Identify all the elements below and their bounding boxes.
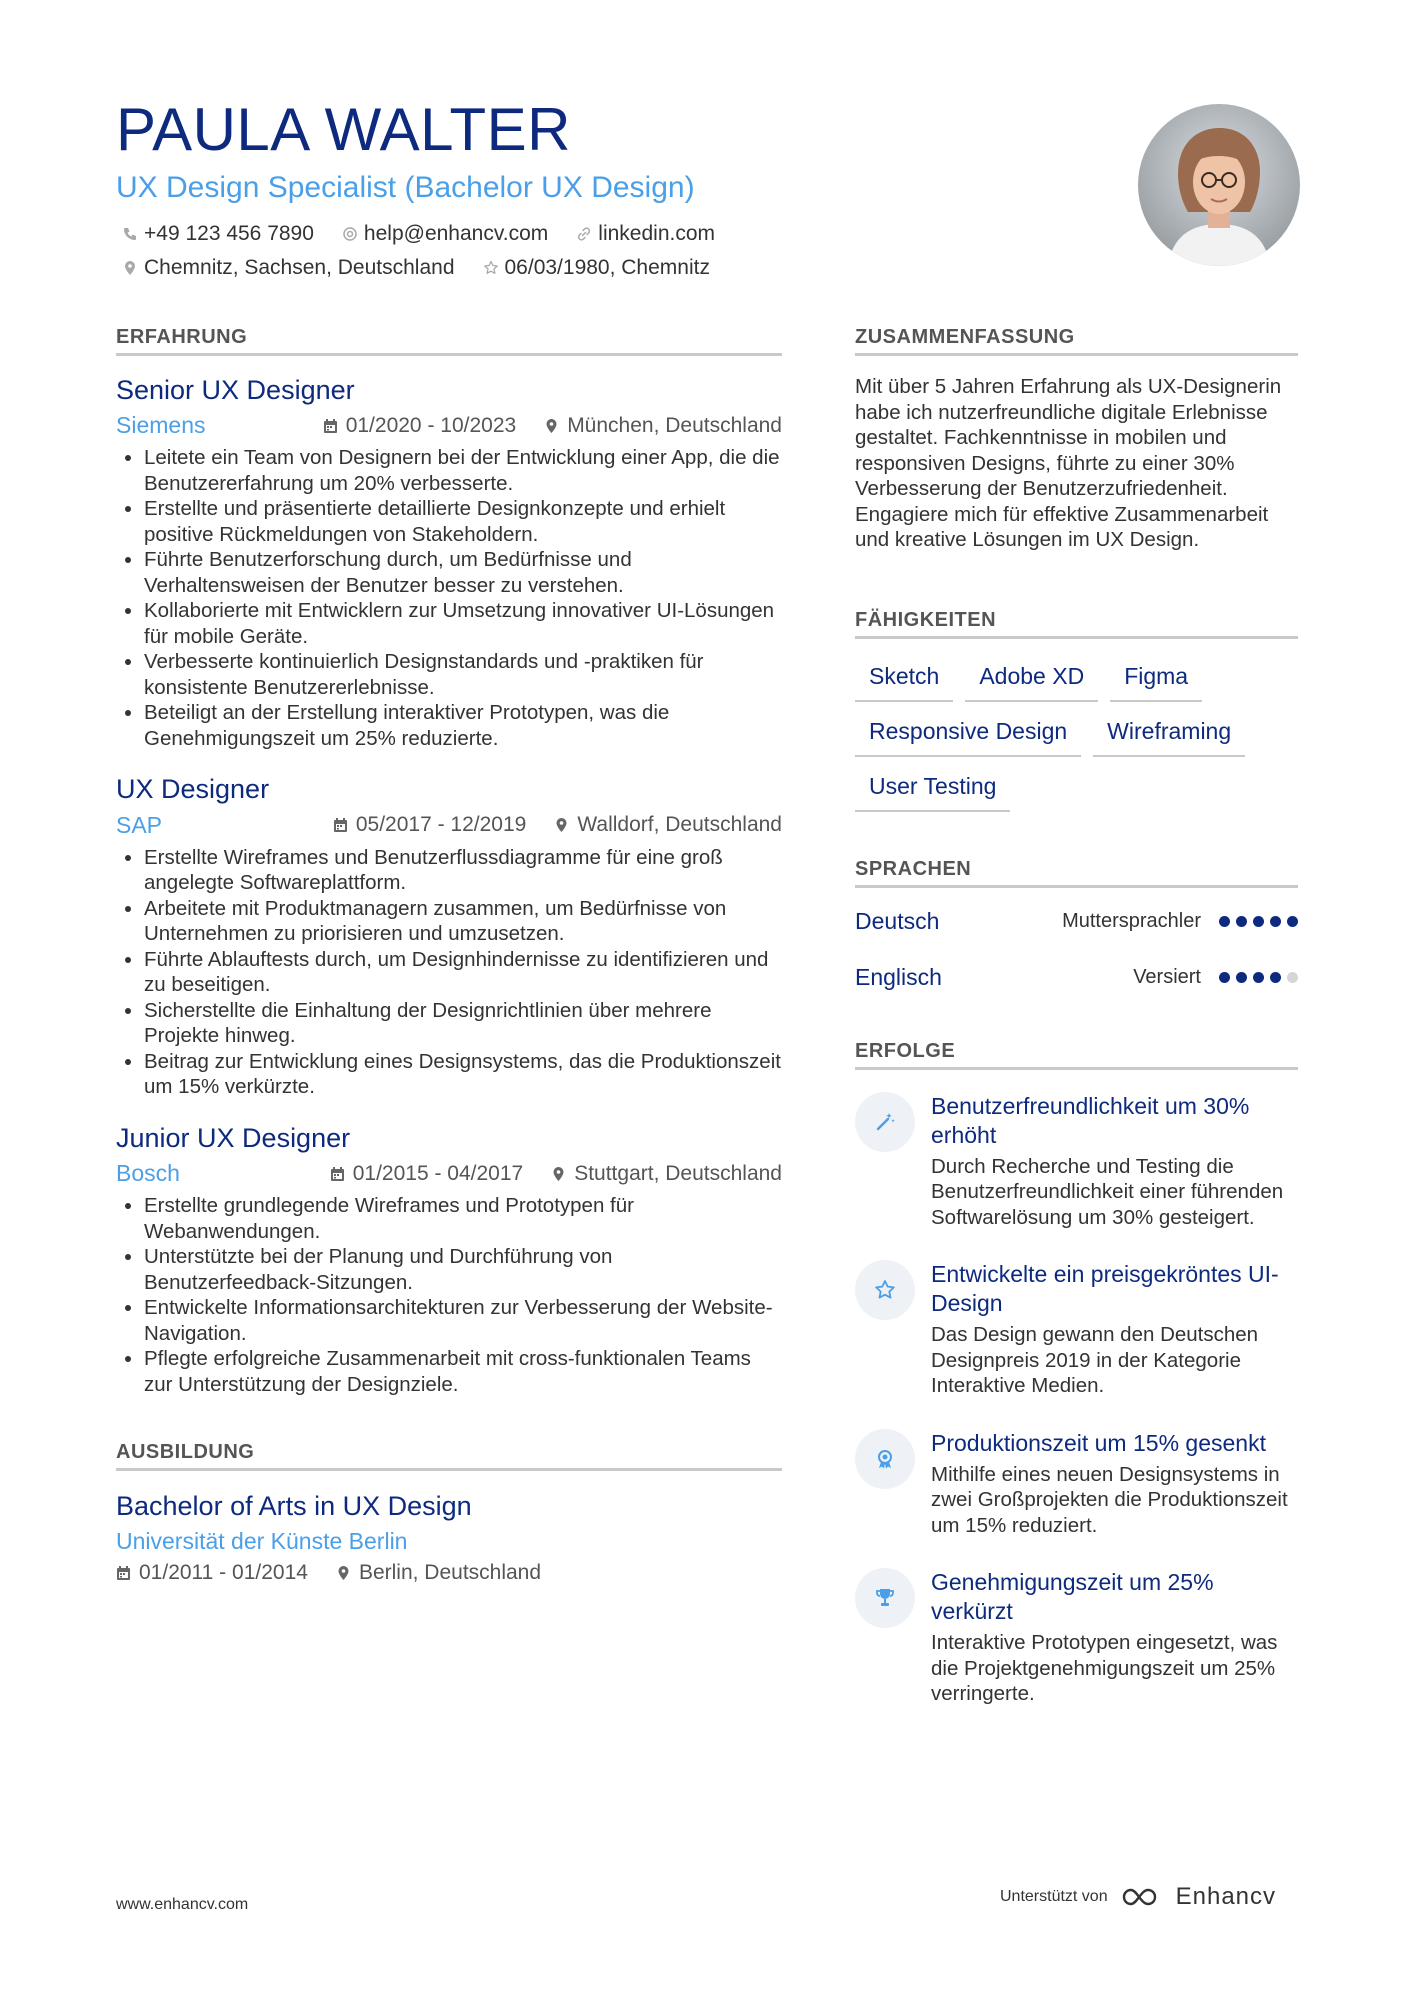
location-pin-icon — [551, 1166, 566, 1182]
job-dates: 01/2020 - 10/2023 — [345, 413, 517, 437]
skill-tag: Adobe XD — [965, 657, 1098, 702]
bullet-item: • Beitrag zur Entwicklung eines Designsystems, das die Produktionszeit um 15% verkürzte. — [144, 1049, 782, 1100]
job-bullets — [116, 445, 782, 751]
education-location: Berlin, Deutschland — [358, 1561, 542, 1585]
location-pin-icon — [336, 1565, 351, 1581]
location-pin-icon — [122, 260, 138, 276]
star-outline-icon — [483, 260, 499, 276]
section-title-summary: ZUSAMMENFASSUNG — [855, 326, 1298, 356]
rating-dot-filled — [1219, 916, 1230, 927]
rating-dot-filled — [1270, 916, 1281, 927]
language-row — [855, 950, 1298, 1006]
contact-phone — [122, 222, 314, 246]
skill-tag: Figma — [1110, 657, 1202, 702]
medal-icon — [873, 1447, 897, 1471]
bullet-item: • Pflegte erfolgreiche Zusammenarbeit mit cross-funktionalen Teams zur Unterstützung der Designziele. — [144, 1346, 782, 1397]
contact-linkedin[interactable] — [576, 222, 715, 246]
language-rating — [1219, 972, 1298, 983]
achievement-item — [855, 1429, 1298, 1539]
bullet-item: • Verbesserte kontinuierlich Designstandards und -praktiken für konsistente Benutzererlebnisse. — [144, 649, 782, 700]
achievement-title: Entwickelte ein preisgekröntes UI-Design — [931, 1261, 1279, 1316]
language-name: Deutsch — [855, 908, 940, 934]
location-text: Chemnitz, Sachsen, Deutschland — [144, 256, 455, 279]
job-bullets — [116, 1193, 782, 1397]
skills-list — [855, 657, 1298, 812]
candidate-name: PAULA WALTER — [116, 96, 572, 163]
rating-dot-filled — [1270, 972, 1281, 983]
job-dates: 01/2015 - 04/2017 — [352, 1161, 524, 1185]
contact-email[interactable] — [342, 222, 548, 246]
bullet-item: • Führte Benutzerforschung durch, um Bedürfnisse und Verhaltensweisen der Benutzer besser zu verstehen. — [144, 547, 782, 598]
star-icon — [873, 1278, 897, 1302]
link-icon — [576, 226, 592, 242]
bullet-item: • Unterstützte bei der Planung und Durchführung von Benutzerfeedback-Sitzungen. — [144, 1244, 782, 1295]
rating-dot-empty — [1287, 972, 1298, 983]
bullet-item: • Sicherstellte die Einhaltung der Designrichtlinien über mehrere Projekte hinweg. — [144, 998, 782, 1049]
section-title-education: AUSBILDUNG — [116, 1441, 782, 1471]
language-level: Versiert — [1133, 966, 1201, 988]
achievement-title: Benutzerfreundlichkeit um 30% erhöht — [931, 1092, 1250, 1148]
section-title-skills: FÄHIGKEITEN — [855, 609, 1298, 639]
job-location: Stuttgart, Deutschland — [574, 1161, 782, 1185]
footer-brand — [1000, 1883, 1276, 1911]
language-level: Muttersprachler — [1062, 910, 1201, 932]
achievement-title: Produktionszeit um 15% gesenkt — [931, 1429, 1266, 1456]
job-location: Walldorf, Deutschland — [577, 813, 782, 837]
achievement-title: Genehmigungszeit um 25% verkürzt — [931, 1569, 1214, 1624]
linkedin-text: linkedin.com — [598, 222, 716, 245]
job-location: München, Deutschland — [567, 413, 782, 437]
avatar-portrait — [1138, 104, 1300, 266]
rating-dot-filled — [1236, 972, 1247, 983]
bullet-item: • Leitete ein Team von Designern bei der Entwicklung einer App, die die Benutzererfahrung um 20% verbesserte. — [144, 445, 782, 496]
calendar-icon — [323, 418, 338, 434]
job-title: Junior UX Designer — [116, 1122, 351, 1153]
location-pin-icon — [554, 817, 569, 833]
achievement-item — [855, 1092, 1298, 1231]
education-degree: Bachelor of Arts in UX Design — [116, 1491, 472, 1522]
skill-tag: Sketch — [855, 657, 953, 702]
skill-tag: Wireframing — [1093, 712, 1245, 757]
bullet-item: • Kollaborierte mit Entwicklern zur Umsetzung innovativer UI-Lösungen für mobile Geräte. — [144, 598, 782, 649]
bullet-item: • Führte Ablauftests durch, um Designhindernisse zu identifizieren und zu beseitigen. — [144, 947, 782, 998]
job-company: Bosch — [116, 1160, 180, 1187]
contact-location — [122, 256, 455, 280]
right-column — [855, 326, 1298, 1737]
section-title-languages: SPRACHEN — [855, 858, 1298, 888]
bullet-item: • Erstellte Wireframes und Benutzerflussdiagramme für eine groß angelegte Softwareplattform. — [144, 845, 782, 896]
achievement-item — [855, 1260, 1298, 1399]
job-entry — [116, 374, 782, 751]
footer-website[interactable]: www.enhancv.com — [116, 1896, 249, 1913]
contact-birth — [483, 256, 710, 280]
language-rating — [1219, 916, 1298, 927]
job-entry — [116, 773, 782, 1099]
avatar — [1138, 104, 1300, 266]
bullet-item: • Erstellte und präsentierte detaillierte Designkonzepte und erhielt positive Rückmeldungen von Stakeholdern. — [144, 496, 782, 547]
job-title: UX Designer — [116, 774, 270, 805]
rating-dot-filled — [1253, 972, 1264, 983]
enhancv-logo-icon — [1120, 1885, 1164, 1909]
email-text: help@enhancv.com — [363, 222, 549, 245]
rating-dot-filled — [1287, 916, 1298, 927]
trophy-icon — [873, 1586, 897, 1610]
rating-dot-filled — [1219, 972, 1230, 983]
skill-tag: Responsive Design — [855, 712, 1081, 757]
bullet-item: • Erstellte grundlegende Wireframes und Prototypen für Webanwendungen. — [144, 1193, 782, 1244]
contact-info — [122, 222, 822, 290]
language-row — [855, 894, 1298, 950]
achievement-desc: Durch Recherche und Testing die Benutzerfreundlichkeit einer führenden Softwarelösung um 30% gesteigert. — [931, 1154, 1284, 1229]
language-name: Englisch — [855, 964, 942, 990]
education-school: Universität der Künste Berlin — [116, 1528, 408, 1555]
left-column — [116, 326, 782, 1585]
job-entry — [116, 1122, 782, 1397]
at-icon — [342, 226, 358, 242]
calendar-icon — [116, 1565, 131, 1581]
job-company: SAP — [116, 811, 163, 838]
phone-text: +49 123 456 7890 — [144, 222, 314, 245]
education-dates: 01/2011 - 01/2014 — [139, 1561, 308, 1585]
achievement-item — [855, 1568, 1298, 1707]
location-pin-icon — [544, 418, 559, 434]
birth-text: 06/03/1980, Chemnitz — [504, 256, 710, 279]
phone-icon — [122, 226, 138, 242]
rating-dot-filled — [1236, 916, 1247, 927]
achievement-desc: Mithilfe eines neuen Designsystems in zwei Großprojekten die Produktionszeit um 15% reduziert. — [931, 1462, 1288, 1537]
achievement-desc: Das Design gewann den Deutschen Designpreis 2019 in der Kategorie Interaktive Medien. — [931, 1323, 1259, 1397]
job-company: Siemens — [116, 412, 206, 439]
job-title: Senior UX Designer — [116, 375, 355, 405]
bullet-item: • Entwickelte Informationsarchitekturen zur Verbesserung der Website-Navigation. — [144, 1295, 782, 1346]
calendar-icon — [330, 1166, 345, 1182]
bullet-item: • Beteiligt an der Erstellung interaktiver Prototypen, was die Genehmigungszeit um 25% reduzierte. — [144, 700, 782, 751]
candidate-subtitle: UX Design Specialist (Bachelor UX Design) — [116, 171, 695, 204]
job-dates: 05/2017 - 12/2019 — [355, 813, 527, 837]
section-title-achievements: ERFOLGE — [855, 1040, 1298, 1070]
section-title-experience: ERFAHRUNG — [116, 326, 782, 356]
languages-list — [855, 894, 1298, 1006]
job-bullets — [116, 845, 782, 1100]
calendar-icon — [333, 817, 348, 833]
magic-wand-icon — [873, 1110, 897, 1134]
rating-dot-filled — [1253, 916, 1264, 927]
summary-text: Mit über 5 Jahren Erfahrung als UX-Designerin habe ich nutzerfreundliche digitale Erlebnisse gestaltet. Fachkenntnisse in mobilen und responsiven Designs, führte zu einer 30% Verbesserung der Benutzerzufriedenheit. Engagiere mich für effektive Zusammenarbeit und kreative Lösungen im UX Design. — [855, 375, 1282, 551]
skill-tag: User Testing — [855, 767, 1010, 812]
brand-name: Enhancv — [1175, 1883, 1277, 1910]
achievement-desc: Interaktive Prototypen eingesetzt, was die Projektgenehmigungszeit um 25% verringerte. — [931, 1631, 1278, 1705]
powered-by-text: Unterstützt von — [1000, 1888, 1108, 1905]
bullet-item: • Arbeitete mit Produktmanagern zusammen, um Bedürfnisse von Unternehmen zu priorisieren und umzusetzen. — [144, 896, 782, 947]
